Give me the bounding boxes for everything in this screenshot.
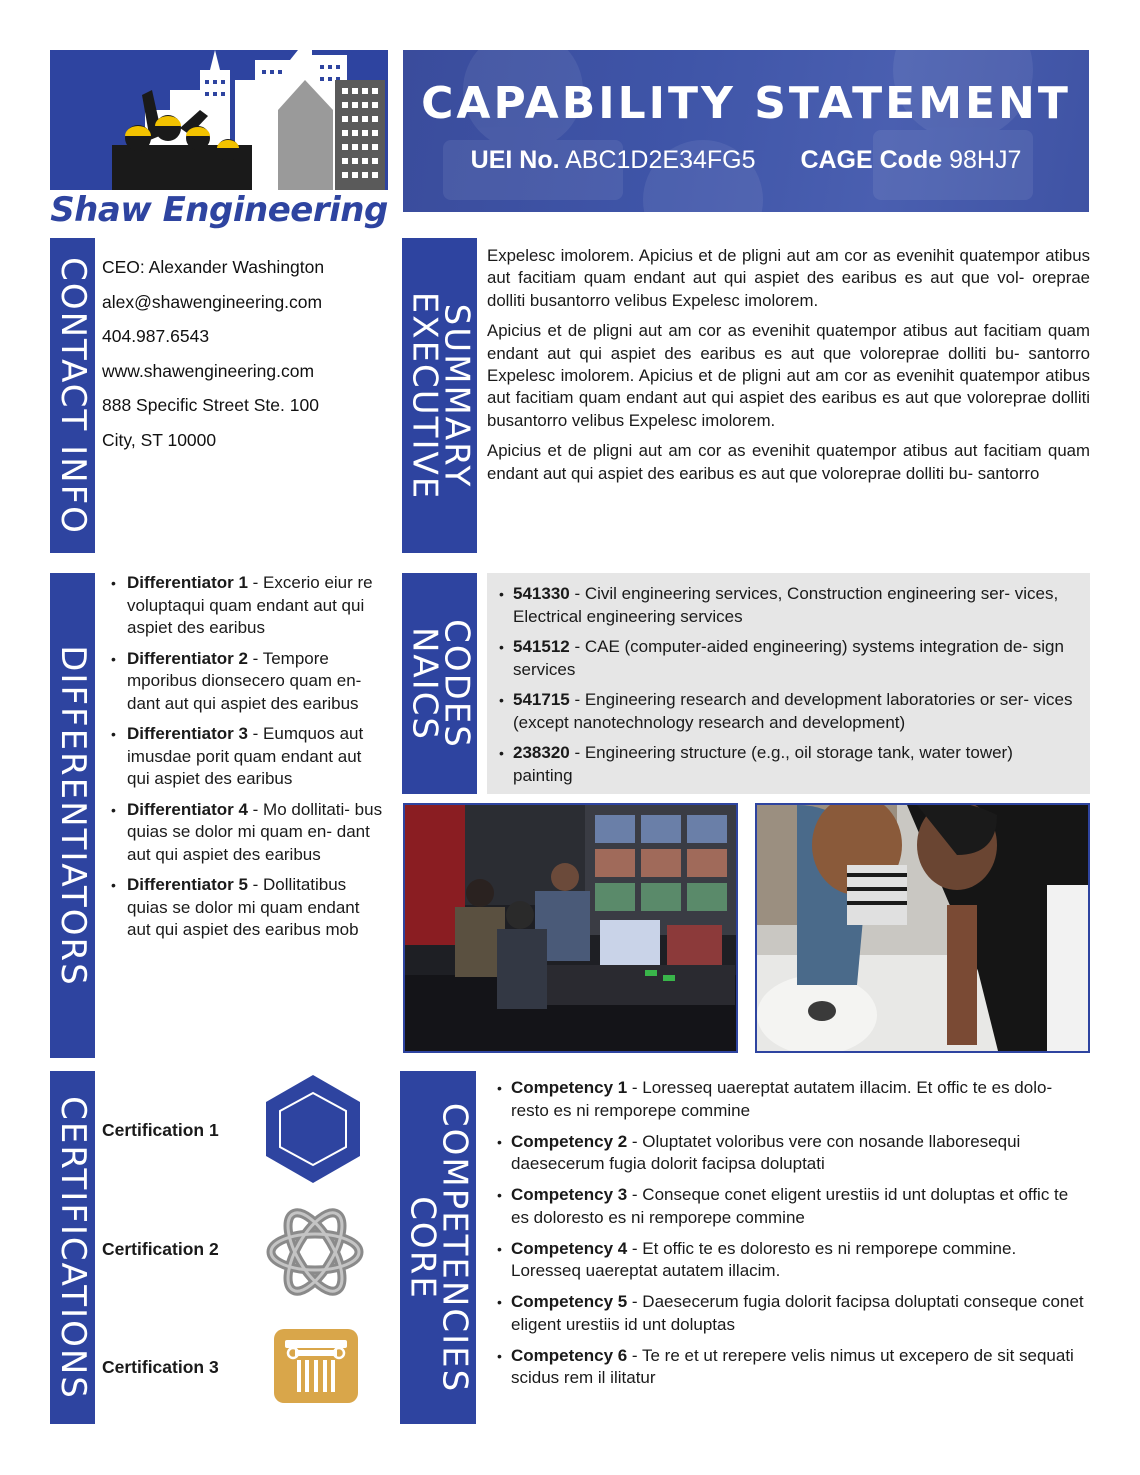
executive-summary-paragraph: Expelesc imolorem. Apicius et de pligni aut am cor as evenihit quatempor atibus aut facitiam quam endant aut qui aspiet des earibus es aut que vol- oreprae dolliti busantorro velibus Expelesc imolorem. [487, 246, 1090, 310]
bullet-icon: • [497, 1080, 502, 1096]
list-item: • Differentiator 5 - Dollitatibus quias se dolor mi quam endant aut qui aspiet des earibus mob [111, 875, 360, 939]
city-skyline-logo-art [50, 50, 388, 190]
bullet-icon: • [497, 1240, 502, 1257]
list-item: • Competency 6 - Te re et ut rerepere velis nimus ut excepero de sit sequati scidus rem il ilitatur [497, 1345, 1074, 1387]
contact-email[interactable]: alex@shawengineering.com [102, 291, 323, 312]
list-item: • Differentiator 3 - Eumquos aut imusdae porit quam endant aut qui aspiet des earibus [111, 724, 364, 788]
bullet-icon: • [499, 586, 504, 602]
naics-codes-heading: CODES NAICS [403, 618, 476, 749]
competencies-list [494, 1077, 1090, 1398]
differentiators-list [108, 572, 386, 950]
bullet-icon: • [497, 1187, 502, 1203]
certifications-heading: CERTIFICATIONS [52, 1095, 93, 1400]
naics-codes-section-label [402, 573, 477, 794]
bullet-icon: • [111, 801, 116, 818]
bullet-icon: • [111, 650, 116, 667]
uei-label: UEI No. [470, 146, 560, 174]
control-room-photo [403, 803, 738, 1053]
list-item: • 541330 - Civil engineering services, Construction engineering ser- vices, Electrical engineering services [499, 584, 1059, 626]
header-banner [403, 50, 1089, 212]
pillar-icon [273, 1328, 359, 1409]
uei-value: ABC1D2E34FG5 [565, 146, 756, 174]
list-item: • Competency 2 - Oluptatet voloribus vere con nosande llaboresequi daesecerum fugia dolorit facipsa doluptati [497, 1131, 1021, 1173]
contact-list [102, 250, 392, 457]
list-item: • Differentiator 2 - Tempore mporibus dionsecero quam en- dant aut qui aspiet des earibus [111, 648, 362, 713]
certification-3-label: Certification 3 [102, 1357, 219, 1377]
core-competencies-section-label [400, 1071, 476, 1424]
list-item: • Differentiator 1 - Excerio eiur re voluptaqui quam endant aut qui aspiet des earibus [111, 573, 373, 637]
certification-1-label: Certification 1 [102, 1120, 219, 1140]
contact-info-heading: CONTACT INFO [52, 256, 93, 535]
differentiators-section-label [50, 573, 95, 1058]
differentiators-heading: DIFFERENTIATORS [52, 644, 93, 987]
contact-city: City, ST 10000 [102, 429, 217, 450]
bullet-icon: • [111, 575, 116, 591]
contact-info-section-label [50, 238, 95, 553]
cage-label: CAGE Code [800, 146, 943, 174]
naics-list [496, 583, 1076, 795]
header-background-photo [403, 50, 1089, 212]
list-item: • Differentiator 4 - Mo dollitati- bus quias se dolor mi quam en- dant aut qui aspiet des earibus [111, 799, 383, 864]
atom-icon [266, 1203, 364, 1306]
list-item: • Competency 3 - Conseque conet eligent urestiis id unt doluptas et offic te es doloresto es ni remporepe commine [497, 1185, 1069, 1227]
company-name: Shaw Engineering [50, 190, 388, 230]
list-item: • 541715 - Engineering research and development laboratories or ser- vices (except nanotechnology research and development) [499, 690, 1073, 732]
core-competencies-heading: COMPETENCIES CORE [402, 1102, 475, 1393]
contact-ceo: CEO: Alexander Washington [102, 257, 325, 277]
executive-summary-section-label [402, 238, 477, 553]
list-item: • Competency 5 - Daesecerum fugia dolorit facipsa doluptati conseque conet eligent urestiis id unt doluptas [497, 1292, 1084, 1334]
contact-address: 888 Specific Street Ste. 100 [102, 395, 319, 415]
contact-phone[interactable]: 404.987.6543 [102, 326, 210, 346]
bullet-icon: • [499, 745, 504, 761]
executive-summary-paragraph: Apicius et de pligni aut am cor as evenihit quatempor atibus aut facitiam quam endant aut qui aspiet des earibus es aut que voloreprae dolliti bu- santorro [487, 441, 1090, 483]
team-laptop-photo [755, 803, 1090, 1053]
header-identifiers [403, 146, 1089, 175]
list-item: • 541512 - CAE (computer-aided engineering) systems integration de- sign services [499, 637, 1064, 679]
certification-2-label: Certification 2 [102, 1239, 219, 1259]
cage-value: 98HJ7 [949, 146, 1022, 174]
company-logo [50, 50, 388, 190]
bullet-icon: • [499, 639, 504, 655]
hexagon-icon [262, 1073, 364, 1190]
list-item: • Competency 1 - Loresseq uaereptat autatem illacim. Et offic te es dolo- resto es ni remporepe commine [497, 1078, 1053, 1120]
page-title: CAPABILITY STATEMENT [421, 78, 1071, 129]
contact-website[interactable]: www.shawengineering.com [102, 360, 315, 381]
bullet-icon: • [111, 877, 116, 893]
bullet-icon: • [111, 726, 116, 742]
list-item: • Competency 4 - Et offic te es doloresto es ni remporepe commine. Loresseq uaereptat autatem illacim. [497, 1238, 1017, 1280]
executive-summary-heading: SUMMARY EXECUTIVE [403, 291, 476, 500]
executive-summary-text [487, 245, 1090, 493]
certifications-section-label [50, 1071, 95, 1424]
bullet-icon: • [499, 692, 504, 708]
bullet-icon: • [497, 1347, 502, 1364]
list-item: • 238320 - Engineering structure (e.g., oil storage tank, water tower) painting [499, 743, 1013, 785]
bullet-icon: • [497, 1133, 502, 1150]
executive-summary-paragraph: Apicius et de pligni aut am cor as evenihit quatempor atibus aut facitiam quam endant aut qui aspiet des earibus es aut que voloreprae dolliti bu- santorro Expelesc imolorem. Apicius et de pligni aut am cor as evenihit quatempor atibus aut facitiam quam endant aut qui aspiet des earibus es aut que voloreprae dolliti busantorro velibus Expelesc imolorem. [487, 321, 1090, 430]
bullet-icon: • [497, 1294, 502, 1310]
